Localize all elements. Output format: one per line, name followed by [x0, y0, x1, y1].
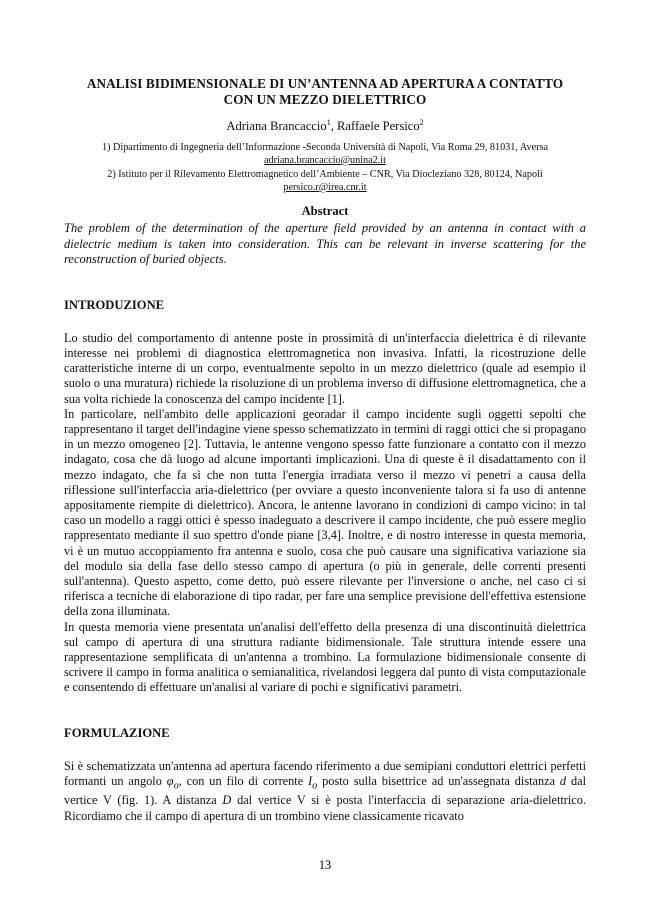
- formulazione-text-5: dal vertice V si è posta l'interfaccia di separazione aria-dielettrico. Ricordiamo che il campo di apertura di un trombino viene classicamente ricavato: [64, 793, 586, 823]
- symbol-phi: φ: [166, 773, 174, 788]
- intro-paragraph-1: Lo studio del comportamento di antenne poste in prossimità di un'interfaccia dielettrica è di rilevante interesse nei problemi di diagnostica elettromagnetica non invasiva. Infatti, la ricostruzione delle caratteristiche interne di un corpo, eventualmente sepolto in un mezzo dielettrico (quale ad esempio il suolo o una muratura) richiede la risoluzione di un problema inverso di diffusione elettromagnetica, che a sua volta richiede la conoscenza del campo incidente [1].: [64, 330, 586, 406]
- title-line-1: ANALISI BIDIMENSIONALE DI UN’ANTENNA AD APERTURA A CONTATTO: [86, 76, 564, 91]
- author-separator: ,: [330, 119, 337, 134]
- author-2-affil-mark: 2: [419, 118, 424, 127]
- paper-title: [64, 76, 586, 108]
- affiliations: [64, 142, 586, 194]
- author-1-name: Adriana Brancaccio: [226, 119, 327, 134]
- formulazione-text-3: posto sulla bisettrice ad un'assegnata distanza: [317, 773, 560, 788]
- author-2-name: Raffaele Persico: [337, 119, 420, 134]
- affiliation-2-email-link[interactable]: persico.r@irea.cnr.it: [283, 181, 367, 193]
- page-number: 13: [318, 858, 332, 872]
- formulazione-text-4: dal vertice V (fig. 1). A distanza: [64, 773, 586, 808]
- intro-paragraph-2: In particolare, nell'ambito delle applicazioni georadar il campo incidente sugli oggetti sepolti che rappresentano il target dell'indagine viene spesso schematizzato in termini di raggi ottici che si propagano in un mezzo omogeneo [2]. Tuttavia, le antenne vengono spesso fatte funzionare a contatto con il mezzo indagato, cosa che dà luogo ad alcune importanti implicazioni. Una di queste è il disadattamento con il mezzo indagato, che fa sì che non tutta l'energia irradiata verso il mezzo vi penetri a causa della riflessione sull'interfaccia aria-dielettrico (per ovviare a questo inconveniente talora si fa uso di antenne appositamente riempite di dielettrico). Ancora, le antenne lavorano in condizioni di campo vicino: in tal caso un modello a raggi ottici è spesso inadeguato a descrivere il campo incidente, che può essere meglio rappresentato mediante il suo spettro d'onde piane [3,4]. Inoltre, e di nostro interesse in questa memoria, vi è un mutuo accoppiamento fra antenna e suolo, cosa che può causare una significativa variazione sia del modulo sia della fase dello stesso campo di apertura (o più in generale, delle correnti presenti sull'antenna). Questo aspetto, come detto, può essere rilevante per l'inversione o anche, nel caso ci si riferisca a tecniche di elaborazione di tipo radar, per fare una semplice previsione dell'effettiva estensione della zona illuminata.: [64, 406, 586, 619]
- formulazione-paragraph-1: [64, 759, 586, 824]
- affiliation-1-text: 1) Dipartimento di Ingegneria dell’Informazione -Seconda Università di Napoli, Via Roma 29, 81031, Aversa: [101, 142, 548, 154]
- symbol-D: D: [222, 793, 232, 808]
- affiliation-2: [64, 169, 586, 194]
- affiliation-2-text: 2) Istituto per il Rilevamento Elettromagnetico dell’Ambiente – CNR, Via Diocleziano 328, 80124, Napoli: [107, 169, 543, 181]
- author-1-affil-mark: 1: [326, 118, 331, 127]
- symbol-phi-subscript: o: [173, 780, 179, 792]
- affiliation-1: [64, 142, 586, 167]
- formulazione-text-1: Si è schematizzata un'antenna ad apertura facendo riferimento a due semipiani conduttori elettrici perfetti formanti un angolo: [64, 758, 586, 788]
- section-heading-formulazione: FORMULAZIONE: [64, 725, 170, 740]
- authors: [64, 118, 586, 134]
- symbol-current-subscript: o: [312, 780, 318, 792]
- section-heading-introduzione: INTRODUZIONE: [64, 297, 165, 312]
- intro-paragraph-3: In questa memoria viene presentata un'analisi dell'effetto della presenza di una discontinuità dielettrica sul campo di apertura di una struttura radiante bidimensionale. Tale struttura intende essere una rappresentazione semplificata di un'antenna a trombino. La formulazione bidimensionale consente di scrivere il campo in forma analitica o semianalitica, rivelandosi leggera dal punto di vista computazionale e consentendo di effettuare un'analisi al variare di pochi e significativi parametri.: [64, 619, 586, 695]
- symbol-current: I: [308, 773, 313, 788]
- abstract-text: The problem of the determination of the aperture field provided by an antenna in contact with a dielectric medium is taken into consideration. This can be relevant in inverse scattering for the reconstruction of buried objects.: [64, 221, 586, 267]
- symbol-d: d: [559, 773, 567, 788]
- affiliation-1-email-link[interactable]: adriana.brancaccio@unina2.it: [264, 154, 386, 166]
- abstract-heading: Abstract: [301, 204, 349, 219]
- title-line-2: CON UN MEZZO DIELETTRICO: [223, 92, 427, 107]
- formulazione-text-2: , con un filo di corrente: [178, 773, 309, 788]
